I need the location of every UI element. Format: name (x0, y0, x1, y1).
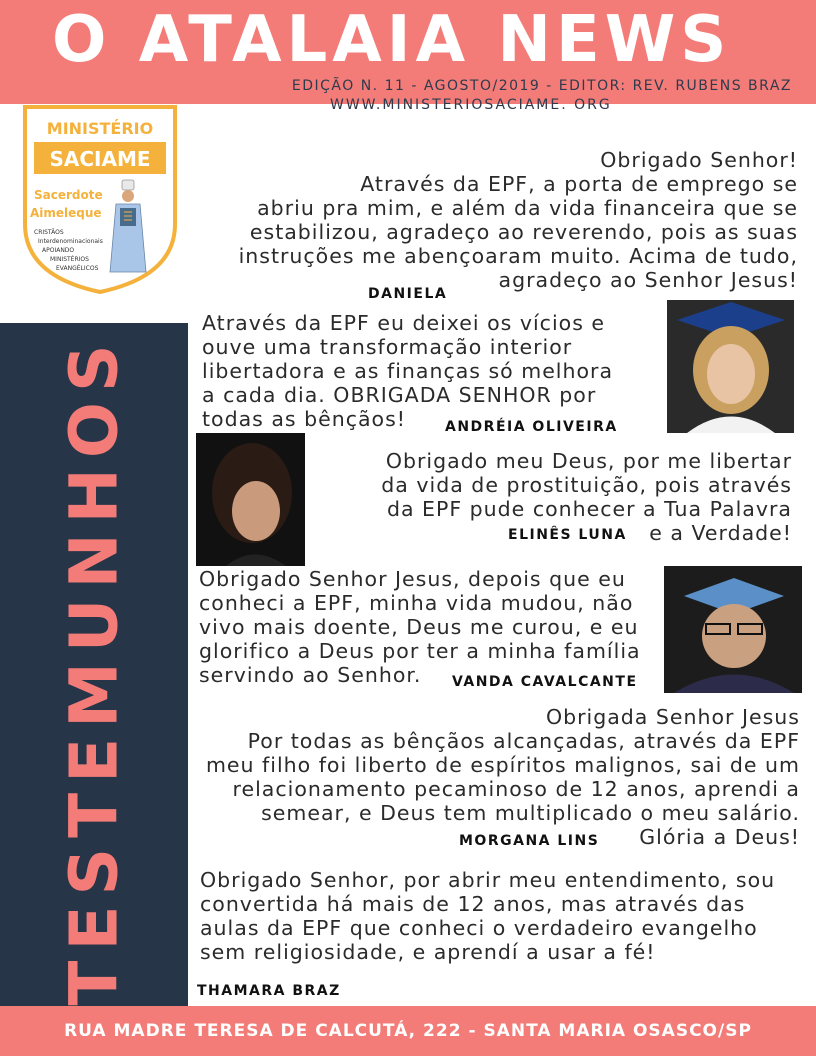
testimony-line: Obrigado Senhor! (600, 148, 798, 172)
testimony-andreia (202, 311, 613, 431)
testimony-line: ouve uma transformação interior (202, 335, 573, 359)
testimony-morgana (206, 705, 800, 849)
logo-small-3: APOIANDO (42, 247, 75, 254)
footer-address: RUA MADRE TERESA DE CALCUTÁ, 222 - SANTA MARIA OSASCO/SP (64, 1021, 752, 1041)
logo-line-2: SACIAME (49, 147, 151, 171)
testimony-line: Obrigada Senhor Jesus (545, 705, 800, 729)
testimony-line: aulas da EPF que conheci o verdadeiro evangelho (200, 916, 758, 940)
testimony-vanda (199, 567, 641, 687)
testimony-line: vivo mais doente, Deus me curou, e eu (199, 615, 639, 639)
testimony-line: da EPF pude conhecer a Tua Palavra (386, 497, 792, 521)
author-name: THAMARA BRAZ (197, 983, 341, 999)
ministry-logo (22, 104, 178, 294)
testimony-line: abriu pra mim, e além da vida financeira que se (257, 196, 798, 220)
testimony-line: da vida de prostituição, pois através (381, 473, 792, 497)
logo-small-5: EVANGÉLICOS (56, 265, 99, 272)
testimony-line: todas as bênçãos! (202, 407, 407, 431)
testimony-line: Através da EPF, a porta de emprego se (360, 172, 798, 196)
logo-small-2: Interdenominacionais (38, 238, 103, 245)
logo-line-1: MINISTÉRIO (46, 119, 154, 138)
testimony-line: Obrigado meu Deus, por me libertar (385, 449, 792, 473)
testimony-daniela (239, 148, 798, 292)
testimony-line: Por todas as bênçãos alcançadas, através da EPF (247, 729, 800, 753)
photo-vanda (664, 566, 802, 693)
testimony-line: libertadora e as finanças só melhora (202, 359, 614, 383)
newsletter-title: O ATALAIA NEWS (52, 3, 732, 77)
testimony-line: conheci a EPF, minha vida mudou, não (199, 591, 634, 615)
photo-andreia (667, 300, 794, 433)
edition-info: EDIÇÃO N. 11 - AGOSTO/2019 - EDITOR: REV. RUBENS BRAZ (291, 78, 792, 94)
photo-elines (196, 433, 305, 566)
testimony-line: estabilizou, agradeço ao reverendo, pois as suas (249, 220, 798, 244)
testimony-line: relacionamento pecaminoso de 12 anos, aprendi a (232, 777, 800, 801)
section-title-vertical: TESTEMUNHOS (55, 334, 133, 1006)
testimony-line: e a Verdade! (649, 521, 792, 545)
testimony-line: sem religiosidade, e aprendí a usar a fé! (200, 940, 656, 964)
testimony-line: convertida há mais de 12 anos, mas através das (200, 892, 746, 916)
testimony-line: servindo ao Senhor. (199, 663, 422, 687)
author-name: ELINÊS LUNA (508, 527, 627, 543)
logo-line-4: Aimeleque (30, 206, 102, 220)
author-name: ANDRÉIA OLIVEIRA (445, 419, 618, 435)
testimony-line: Através da EPF eu deixei os vícios e (202, 311, 605, 335)
testimony-line: Obrigado Senhor, por abrir meu entendimento, sou (200, 868, 776, 892)
testimony-line: glorifico a Deus por ter a minha família (199, 639, 641, 663)
logo-line-3: Sacerdote (34, 188, 103, 202)
logo-small-4: MINISTÉRIOS (50, 256, 89, 263)
testimony-thamara (200, 868, 775, 964)
website-link[interactable]: WWW.MINISTERIOSACIAME. ORG (330, 97, 612, 113)
testimony-line: semear, e Deus tem multiplicado o meu salário. (261, 801, 800, 825)
testimony-line: agradeço ao Senhor Jesus! (498, 268, 798, 292)
testimony-line: instruções me abençoaram muito. Acima de tudo, (238, 244, 798, 268)
testimony-line: Obrigado Senhor Jesus, depois que eu (199, 567, 626, 591)
author-name: VANDA CAVALCANTE (452, 674, 638, 690)
logo-small-1: CRISTÃOS (34, 229, 64, 236)
author-name: DANIELA (368, 286, 448, 302)
testimony-line: meu filho foi liberto de espíritos malignos, sai de um (205, 753, 800, 777)
author-name: MORGANA LINS (459, 833, 600, 849)
testimony-line: a cada dia. OBRIGADA SENHOR por (202, 383, 597, 407)
testimony-line: Glória a Deus! (639, 825, 800, 849)
